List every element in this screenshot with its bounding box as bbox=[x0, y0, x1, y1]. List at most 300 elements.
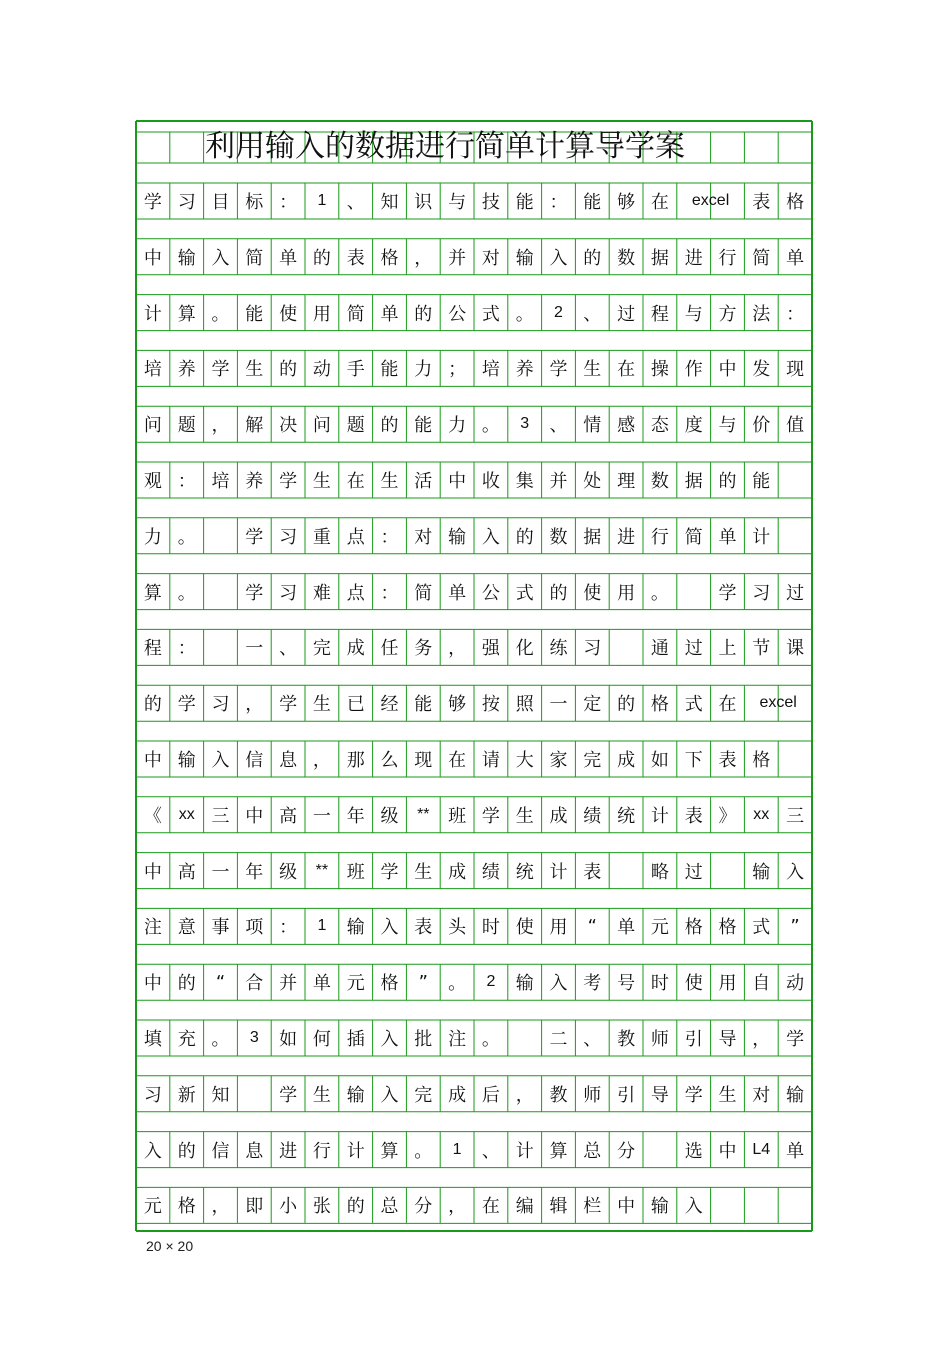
grid-cell: 标 bbox=[245, 192, 264, 213]
grid-cell: 时 bbox=[650, 973, 669, 995]
grid-cell: 格 bbox=[380, 247, 399, 269]
grid-cell: 力 bbox=[143, 526, 162, 548]
grid-cell: 如 bbox=[650, 750, 669, 771]
grid-cell: 行 bbox=[718, 247, 737, 269]
grid-cell: 单 bbox=[786, 247, 805, 269]
grid-cell: 生 bbox=[312, 1084, 331, 1106]
grid-cell: 。 bbox=[414, 1140, 433, 1162]
grid-cell: 入 bbox=[211, 247, 230, 269]
grid-cell: 成 bbox=[549, 805, 568, 827]
grid-cell: 级 bbox=[380, 805, 399, 827]
grid-cell: L4 bbox=[752, 1140, 771, 1158]
grid-cell: 行 bbox=[312, 1140, 331, 1162]
grid-cell: ** bbox=[417, 805, 430, 823]
grid-cell: excel bbox=[759, 694, 797, 712]
grid-cell: 定 bbox=[583, 694, 602, 716]
grid-cell: 计 bbox=[650, 805, 669, 827]
grid-cell: 格 bbox=[718, 917, 737, 939]
grid-cell: 与 bbox=[718, 415, 737, 437]
grid-cell: 在 bbox=[650, 192, 669, 213]
grid-cell: 学 bbox=[177, 694, 196, 716]
grid-cell: 现 bbox=[414, 750, 433, 771]
grid-cell: 、 bbox=[279, 638, 298, 660]
grid-cell: 在 bbox=[346, 471, 365, 492]
grid-cell: 知 bbox=[211, 1084, 230, 1106]
grid-cell: 中 bbox=[448, 471, 467, 492]
grid-cell: 入 bbox=[549, 247, 568, 269]
grid-cell: 入 bbox=[380, 1084, 399, 1106]
grid-cell: 新 bbox=[177, 1084, 196, 1106]
grid-cell: 习 bbox=[279, 582, 298, 604]
grid-cell: 输 bbox=[515, 247, 534, 269]
grid-cell: 的 bbox=[549, 582, 568, 604]
grid-size-footer: 20 × 20 bbox=[146, 1238, 194, 1254]
grid-cell: 三 bbox=[211, 805, 230, 827]
grid-cell: 学 bbox=[549, 359, 568, 381]
grid-cell: 问 bbox=[143, 415, 162, 437]
grid-cell: 度 bbox=[684, 415, 703, 437]
grid-cell: 学 bbox=[279, 694, 298, 716]
grid-cell: 收 bbox=[481, 471, 500, 492]
grid-cell: 单 bbox=[448, 582, 467, 604]
grid-cell: 信 bbox=[245, 750, 264, 771]
grid-cell: 学 bbox=[245, 526, 264, 548]
grid-cell: 对 bbox=[414, 526, 433, 548]
grid-cell: 。 bbox=[650, 582, 669, 604]
grid-cell: 、 bbox=[583, 1029, 602, 1050]
grid-cell: 事 bbox=[211, 917, 230, 939]
grid-cell: 高 bbox=[279, 805, 298, 827]
grid-cell: 简 bbox=[245, 247, 264, 269]
grid-cell: 简 bbox=[684, 526, 703, 548]
grid-cell: 辑 bbox=[549, 1196, 568, 1218]
grid-cell: 一 bbox=[549, 694, 568, 716]
grid-cell: 注 bbox=[143, 917, 162, 939]
grid-cell: 能 bbox=[752, 471, 771, 492]
grid-cell: 能 bbox=[583, 192, 602, 213]
grid-cell: 即 bbox=[245, 1196, 264, 1218]
grid-cell bbox=[778, 741, 812, 777]
grid-cell: ” bbox=[790, 915, 800, 937]
grid-cell: 头 bbox=[448, 917, 467, 939]
grid-cell: 班 bbox=[346, 861, 365, 883]
grid-cell: 学 bbox=[380, 861, 399, 883]
grid-cell: 完 bbox=[414, 1084, 433, 1106]
grid-cell: 生 bbox=[718, 1084, 737, 1106]
grid-cell: 用 bbox=[312, 303, 331, 325]
grid-cell: 后 bbox=[481, 1084, 500, 1106]
grid-cell bbox=[609, 853, 643, 889]
grid-cell: ， bbox=[414, 247, 433, 269]
grid-cell: 现 bbox=[786, 359, 805, 381]
grid-cell: 、 bbox=[549, 415, 568, 437]
grid-cell: 对 bbox=[752, 1084, 771, 1106]
grid-cell: 信 bbox=[211, 1140, 230, 1162]
grid-cell: 数 bbox=[549, 526, 568, 548]
grid-cell: “ bbox=[215, 971, 226, 993]
grid-cell: 编 bbox=[515, 1196, 534, 1218]
grid-cell: 经 bbox=[380, 694, 399, 716]
grid-cell: 注 bbox=[448, 1029, 467, 1050]
grid-cell: 能 bbox=[515, 192, 534, 213]
grid-cell: 的 bbox=[346, 1196, 365, 1218]
grid-cell: 用 bbox=[718, 973, 737, 995]
grid-cell: 式 bbox=[481, 303, 500, 325]
grid-cell: 难 bbox=[312, 582, 331, 604]
grid-cell: 3 bbox=[249, 1029, 259, 1046]
grid-cell: 已 bbox=[346, 694, 365, 716]
grid-cell: ： bbox=[177, 471, 196, 492]
grid-cell: 程 bbox=[143, 638, 162, 660]
grid-cell: ： bbox=[549, 192, 568, 213]
grid-cell: 题 bbox=[177, 415, 196, 437]
grid-cell: 价 bbox=[752, 415, 771, 437]
grid-cell: 。 bbox=[211, 303, 230, 325]
grid-cell: 按 bbox=[481, 694, 500, 716]
grid-cell: 成 bbox=[617, 750, 636, 771]
grid-cell: 统 bbox=[515, 861, 534, 883]
grid-cell: 表 bbox=[346, 247, 365, 269]
grid-cell: 合 bbox=[245, 973, 264, 995]
grid-cell: 数 bbox=[650, 471, 669, 492]
grid-cell: ： bbox=[786, 303, 805, 325]
grid-cell: 中 bbox=[143, 973, 162, 995]
grid-cell: 元 bbox=[650, 917, 669, 939]
grid-cell: 计 bbox=[515, 1140, 534, 1162]
grid-cell: ： bbox=[380, 582, 399, 604]
grid-cell: 号 bbox=[617, 973, 636, 995]
grid-cell: 的 bbox=[617, 694, 636, 716]
grid-cell: ： bbox=[380, 526, 399, 548]
grid-cell: 进 bbox=[617, 526, 636, 548]
grid-cell: ” bbox=[418, 971, 428, 993]
grid-cell: 自 bbox=[752, 973, 771, 995]
grid-cell: 绩 bbox=[583, 805, 602, 827]
grid-cell: 元 bbox=[346, 973, 365, 995]
grid-cell: 的 bbox=[312, 247, 331, 269]
grid-cell: 的 bbox=[177, 1140, 196, 1162]
grid-cell: 养 bbox=[177, 359, 196, 381]
grid-cell: 决 bbox=[279, 415, 298, 437]
grid-cell: 计 bbox=[752, 526, 771, 548]
grid-cell: 2 bbox=[486, 973, 496, 991]
grid-cell: 项 bbox=[245, 917, 264, 939]
grid-cell: 班 bbox=[448, 805, 467, 827]
grid-cell: 2 bbox=[554, 303, 563, 321]
grid-cell: 格 bbox=[380, 973, 399, 995]
grid-cell: 。 bbox=[448, 973, 467, 995]
grid-cell: ； bbox=[448, 359, 467, 381]
grid-cell: 中 bbox=[718, 359, 737, 381]
grid-cell: 导 bbox=[718, 1029, 737, 1050]
grid-cell bbox=[778, 518, 812, 554]
grid-cell: 分 bbox=[414, 1196, 433, 1218]
grid-cell: 简 bbox=[752, 247, 771, 269]
grid-cell bbox=[711, 1187, 745, 1223]
grid-cell: 张 bbox=[312, 1196, 331, 1218]
grid-cell: xx bbox=[178, 805, 195, 823]
grid-cell: 、 bbox=[481, 1140, 500, 1162]
grid-cell: 的 bbox=[583, 247, 602, 269]
grid-cell: 习 bbox=[752, 582, 771, 604]
grid-cell: 进 bbox=[684, 247, 703, 269]
grid-cell: 够 bbox=[448, 694, 467, 716]
grid-cell: 入 bbox=[786, 861, 805, 883]
grid-cell: 中 bbox=[143, 247, 162, 269]
grid-cell bbox=[711, 183, 745, 219]
grid-cell bbox=[609, 629, 643, 665]
grid-cell: 教 bbox=[617, 1029, 636, 1050]
grid-cell: 法 bbox=[752, 303, 771, 325]
grid-cell bbox=[237, 1076, 271, 1112]
grid-cell: 算 bbox=[177, 303, 196, 325]
grid-cell: 表 bbox=[718, 750, 737, 771]
grid-cell: 照 bbox=[515, 694, 534, 716]
grid-cell: 集 bbox=[515, 471, 534, 492]
grid-cell: 使 bbox=[279, 303, 298, 325]
grid-cell: 学 bbox=[143, 192, 162, 213]
grid-cell: 并 bbox=[279, 973, 298, 995]
grid-cell: 化 bbox=[515, 638, 534, 660]
grid-cell: 生 bbox=[380, 471, 399, 492]
grid-cell: 简 bbox=[346, 303, 365, 325]
grid-cell: 入 bbox=[380, 1029, 399, 1050]
grid-cell: 单 bbox=[279, 247, 298, 269]
grid-cell: 习 bbox=[143, 1084, 162, 1106]
grid-cell: 任 bbox=[380, 638, 399, 660]
grid-cell: 知 bbox=[380, 192, 399, 213]
grid-cell: 计 bbox=[346, 1140, 365, 1162]
grid-cell: 入 bbox=[211, 750, 230, 771]
grid-cell: “ bbox=[587, 915, 597, 937]
grid-cell: 格 bbox=[752, 750, 771, 771]
grid-cell: 算 bbox=[380, 1140, 399, 1162]
grid-cell: 感 bbox=[617, 415, 636, 437]
grid-cell: ： bbox=[177, 638, 196, 660]
grid-cell: 。 bbox=[481, 1029, 500, 1050]
grid-cell: 中 bbox=[245, 805, 264, 827]
grid-cell: 式 bbox=[752, 917, 771, 939]
grid-cell: 单 bbox=[617, 917, 636, 939]
grid-cell: 课 bbox=[786, 638, 805, 660]
grid-cell: 分 bbox=[617, 1140, 636, 1162]
grid-cell: 的 bbox=[414, 303, 433, 325]
grid-cell: 并 bbox=[549, 471, 568, 492]
grid-cell: 师 bbox=[650, 1029, 669, 1050]
grid-cell: 通 bbox=[650, 638, 669, 660]
grid-cell: 解 bbox=[245, 415, 264, 437]
grid-cell: 节 bbox=[752, 638, 771, 660]
grid-cell: 选 bbox=[684, 1140, 703, 1162]
grid-cell: 据 bbox=[650, 247, 669, 269]
grid-cell: 。 bbox=[177, 526, 196, 548]
grid-cell: 生 bbox=[245, 359, 264, 381]
grid-cell bbox=[204, 629, 238, 665]
grid-cell: 技 bbox=[481, 192, 500, 213]
grid-cell: 输 bbox=[346, 1084, 365, 1106]
grid-cell: 能 bbox=[245, 303, 264, 325]
grid-cell: 二 bbox=[549, 1029, 568, 1050]
grid-cell: ， bbox=[752, 1029, 771, 1050]
grid-cell: 点 bbox=[346, 582, 365, 604]
grid-cell: 过 bbox=[617, 303, 636, 325]
grid-cell: 问 bbox=[312, 415, 331, 437]
grid-cell: 题 bbox=[346, 415, 365, 437]
grid-cell: ** bbox=[315, 861, 329, 879]
grid-cell: 活 bbox=[414, 471, 433, 492]
grid-cell: 算 bbox=[549, 1140, 568, 1162]
grid-cell: 中 bbox=[718, 1140, 737, 1162]
grid-cell: 大 bbox=[515, 750, 534, 771]
grid-cell: ： bbox=[279, 192, 298, 213]
grid-cell: 行 bbox=[650, 526, 669, 548]
grid-cell: 引 bbox=[617, 1084, 636, 1106]
grid-cell: 入 bbox=[684, 1196, 703, 1218]
grid-cell: 态 bbox=[650, 415, 669, 437]
grid-cell: 完 bbox=[312, 638, 331, 660]
grid-cell: 学 bbox=[684, 1084, 703, 1106]
grid-cell: 表 bbox=[752, 192, 771, 213]
grid-cell: 操 bbox=[650, 359, 669, 381]
grid-cell: 年 bbox=[245, 861, 264, 883]
grid-cell: 输 bbox=[515, 973, 534, 995]
grid-cell: 下 bbox=[684, 750, 703, 771]
grid-cell: 能 bbox=[414, 694, 433, 716]
grid-cell: 并 bbox=[448, 247, 467, 269]
grid-cell: 1 bbox=[452, 1140, 462, 1158]
grid-cell: 生 bbox=[414, 861, 433, 883]
grid-cell: 重 bbox=[312, 526, 331, 548]
grid-cell: 。 bbox=[515, 303, 534, 325]
grid-cell: 的 bbox=[718, 471, 737, 492]
grid-cell: 输 bbox=[752, 861, 771, 883]
grid-cell: 。 bbox=[211, 1029, 230, 1050]
grid-cell: 学 bbox=[245, 582, 264, 604]
grid-cell: 单 bbox=[786, 1140, 805, 1162]
grid-cell: 点 bbox=[346, 526, 365, 548]
grid-cell bbox=[643, 1132, 677, 1168]
grid-cell: 中 bbox=[143, 861, 162, 883]
grid-cell: 表 bbox=[414, 917, 433, 939]
grid-cell: 输 bbox=[177, 247, 196, 269]
grid-cell: 略 bbox=[650, 861, 669, 883]
grid-cell: 年 bbox=[346, 805, 365, 827]
grid-cell: 练 bbox=[549, 638, 568, 660]
grid-cell: 能 bbox=[380, 359, 399, 381]
grid-cell: 格 bbox=[786, 192, 805, 213]
grid-cell: 学 bbox=[279, 471, 298, 492]
grid-cell: 目 bbox=[211, 192, 230, 213]
grid-cell: 过 bbox=[684, 638, 703, 660]
grid-cell: 输 bbox=[346, 917, 365, 939]
grid-cell: 培 bbox=[143, 359, 162, 381]
grid-cell: ， bbox=[211, 415, 230, 437]
grid-cell: 习 bbox=[583, 638, 602, 660]
grid-cell: 在 bbox=[718, 694, 737, 716]
grid-cell: 成 bbox=[448, 1084, 467, 1106]
grid-cell: 单 bbox=[380, 303, 399, 325]
grid-cell: 学 bbox=[211, 359, 230, 381]
grid-cell: 手 bbox=[346, 359, 365, 381]
grid-cell: 力 bbox=[448, 415, 467, 437]
grid-cell: ， bbox=[515, 1084, 534, 1106]
grid-cell: 小 bbox=[279, 1196, 298, 1218]
grid-cell: 3 bbox=[520, 415, 530, 433]
grid-cell: 数 bbox=[617, 247, 636, 269]
grid-cell: 用 bbox=[549, 917, 568, 939]
grid-cell: 总 bbox=[380, 1196, 399, 1218]
grid-cell: ， bbox=[245, 694, 264, 716]
grid-cell: 的 bbox=[143, 694, 162, 716]
grid-cell: 高 bbox=[177, 861, 196, 883]
grid-cell: 动 bbox=[786, 973, 805, 995]
grid-cell: 对 bbox=[481, 247, 500, 269]
grid-cell: 输 bbox=[650, 1196, 669, 1218]
grid-cell: xx bbox=[753, 805, 770, 823]
grid-cell: 能 bbox=[414, 415, 433, 437]
grid-cell: 输 bbox=[786, 1084, 805, 1106]
grid-cell: 息 bbox=[245, 1140, 264, 1162]
grid-cell bbox=[677, 574, 711, 610]
grid-cell: 如 bbox=[279, 1029, 298, 1050]
grid-cell: 单 bbox=[718, 526, 737, 548]
grid-cell: 级 bbox=[279, 861, 298, 883]
grid-cell: 简 bbox=[414, 582, 433, 604]
grid-cell: 中 bbox=[143, 750, 162, 771]
grid-cell: 识 bbox=[414, 192, 433, 213]
grid-cell: 生 bbox=[583, 359, 602, 381]
grid-cell: 进 bbox=[279, 1140, 298, 1162]
grid-cell: 输 bbox=[448, 526, 467, 548]
grid-cell: 、 bbox=[583, 303, 602, 325]
grid-cell: 中 bbox=[617, 1196, 636, 1218]
grid-cell: 在 bbox=[448, 750, 467, 771]
grid-cell: 元 bbox=[143, 1196, 162, 1218]
page-title: 利用输入的数据进行简单计算导学案 bbox=[205, 129, 685, 164]
grid-cell: 入 bbox=[143, 1140, 162, 1162]
grid-cell: ， bbox=[448, 1196, 467, 1218]
grid-cell: 。 bbox=[177, 582, 196, 604]
grid-cell: 成 bbox=[346, 638, 365, 660]
grid-cell: 在 bbox=[481, 1196, 500, 1218]
grid-cell: 过 bbox=[786, 582, 805, 604]
grid-cell: 务 bbox=[414, 638, 433, 660]
grid-cell: ， bbox=[448, 638, 467, 660]
grid-cell: 动 bbox=[312, 359, 331, 381]
grid-cell: 式 bbox=[515, 582, 534, 604]
grid-cell: ： bbox=[279, 917, 298, 939]
grid-cell: 完 bbox=[583, 750, 602, 771]
grid-cell: 1 bbox=[317, 917, 327, 935]
grid-cell: 么 bbox=[380, 750, 399, 771]
grid-cell: 导 bbox=[650, 1084, 669, 1106]
grid-cell: 公 bbox=[481, 582, 500, 604]
grid-cell: 处 bbox=[583, 471, 602, 492]
grid-cell: 总 bbox=[583, 1140, 602, 1162]
grid-cell: 值 bbox=[786, 415, 805, 437]
grid-cell: 插 bbox=[346, 1029, 365, 1050]
grid-cell: 格 bbox=[684, 917, 703, 939]
grid-cell: 生 bbox=[312, 471, 331, 492]
grid-cell: 式 bbox=[684, 694, 703, 716]
grid-cell: 成 bbox=[448, 861, 467, 883]
grid-cell: 格 bbox=[177, 1196, 196, 1218]
grid-cell: 计 bbox=[549, 861, 568, 883]
grid-cell: 习 bbox=[279, 526, 298, 548]
grid-cell: 培 bbox=[481, 359, 500, 381]
grid-cell: 理 bbox=[617, 471, 636, 492]
grid-cell: 绩 bbox=[481, 861, 500, 883]
